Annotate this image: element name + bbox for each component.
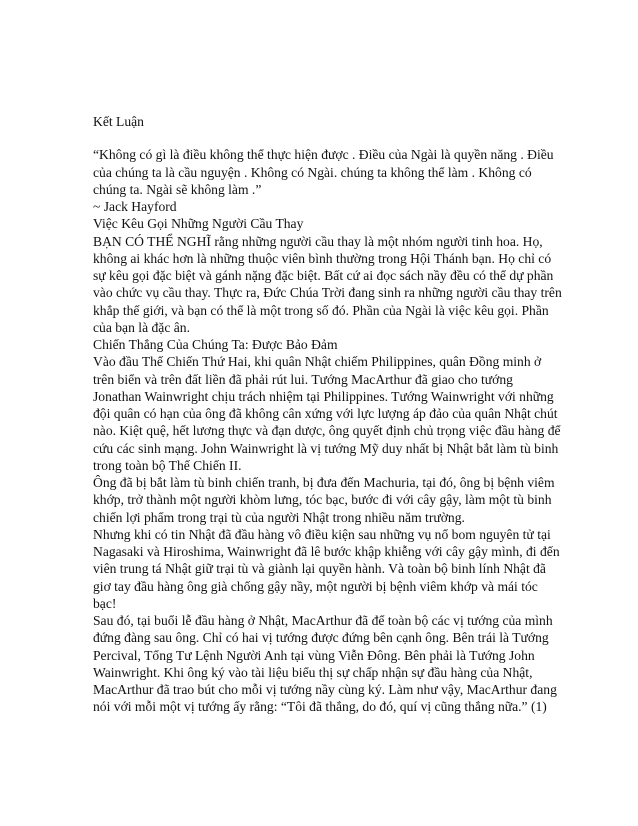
document-page	[93, 113, 563, 716]
section-heading-calling: Việc Kêu Gọi Những Người Cầu Thay	[93, 216, 304, 232]
epigraph-author: ~ Jack Hayford	[93, 199, 177, 214]
body-paragraph: Sau đó, tại buổi lễ đầu hàng ở Nhật, MacArthur đã để toàn bộ các vị tướng của mình đứng đàng sau ông. Chỉ có hai vị tướng được đứng bên cạnh ông. Bên trái là Tướng Percival, Tổng Tư Lệnh Người Anh tại vùng Viễn Đông. Bên phải là Tướng John Wainwright. Khi ông ký vào tài liệu biểu thị sự chấp nhận sự đầu hàng của Nhật, MacArthur đã trao bút cho mỗi vị tướng nầy cùng ký. Làm như vậy, MacArthur đang nói với mỗi một vị tướng ấy rằng: “Tôi đã thắng, do đó, quí vị cũng thắng nữa.” (1)	[93, 613, 557, 715]
epigraph-quote: “Không có gì là điều không thể thực hiện được . Điều của Ngài là quyền năng . Điều của chúng ta là cầu nguyện . Không có Ngài. chúng ta không thể làm . Không có chúng ta. Ngài sẽ không làm .”	[93, 147, 554, 197]
body-paragraph: Ông đã bị bắt làm tù binh chiến tranh, bị đưa đến Machuria, tại đó, ông bị bệnh viêm khớp, trở thành một người khòm lưng, tóc bạc, bước đi với cây gậy, làm một tù binh chiến lợi phẩm trong trại tù của người Nhật trong nhiều năm trường.	[93, 475, 555, 525]
body-paragraph: BẠN CÓ THỂ NGHĨ rằng những người cầu thay là một nhóm người tinh hoa. Họ, không ai khác hơn là những thuộc viên bình thường trong Hội Thánh bạn. Họ chỉ có sự kêu gọi đặc biệt và gánh nặng đặc biệt. Bất cứ ai đọc sách nầy đều có thể dự phần vào chức vụ cầu thay. Thực ra, Đức Chúa Trời đang sinh ra những người cầu thay trên khắp thế giới, và bạn có thể là một trong số đó. Phần của Ngài là việc kêu gọi. Phần của bạn là đặc ân.	[93, 233, 562, 335]
document-title: Kết Luận	[93, 114, 144, 129]
body-paragraph: Nhưng khi có tin Nhật đã đầu hàng vô điều kiện sau những vụ nổ bom nguyên tử tại Nagasaki và Hiroshima, Wainwright đã lê bước khập khiễng với cây gậy mình, đi đến viên trung tá Nhật giữ trại tù và giành lại quyền hành. Và toàn bộ binh lính Nhật đã giơ tay đầu hàng ông già chống gậy nầy, một người bị bệnh viêm khớp và mái tóc bạc!	[93, 526, 560, 611]
section-heading-victory: Chiến Thắng Của Chúng Ta: Được Bảo Đảm	[93, 337, 338, 352]
body-paragraph: Vào đầu Thế Chiến Thứ Hai, khi quân Nhật chiếm Philippines, quân Đồng minh ở trên biển và trên đất liền đã phải rút lui. Tướng MacArthur đã giao cho tướng Jonathan Wainwright chịu trách nhiệm tại Philippines. Tướng Wainwright với những đội quân có hạn của ông đã không cân xứng với lực lượng áp đảo của quân Nhật chút nào. Kiệt quệ, hết lương thực và đạn dược, ông quyết định chủ trọng việc đầu hàng để cứu các sinh mạng. John Wainwright là vị tướng Mỹ duy nhất bị Nhật bắt làm tù binh trong toàn bộ Thế Chiến II.	[93, 354, 561, 473]
